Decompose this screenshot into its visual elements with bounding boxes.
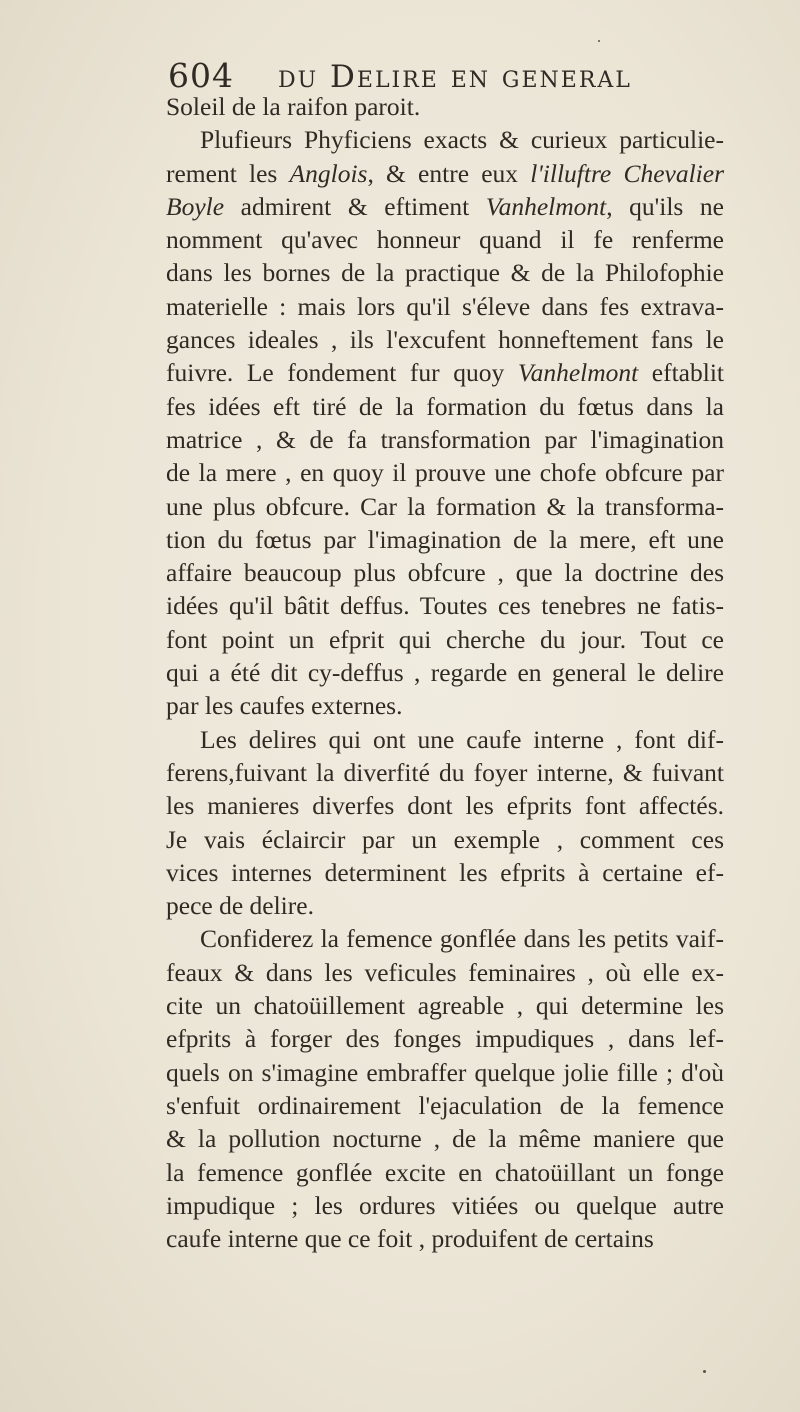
text-line (166, 1156, 724, 1189)
text-segment: Plufieurs Phyficiens exacts & curieux particulie- (200, 125, 724, 155)
text-segment: caufe interne que ce foit , produifent de certains (166, 1224, 654, 1254)
text-line (166, 1122, 724, 1155)
text-segment: Vanhelmont (517, 358, 639, 388)
text-line (166, 922, 724, 955)
page-number: 604 (168, 56, 234, 95)
text-segment: fuivre. Le fondement fur quoy (166, 358, 518, 388)
text-line (166, 1089, 724, 1122)
paragraph (166, 723, 724, 923)
text-line (166, 423, 724, 456)
text-segment: & la pollution nocturne , de la même maniere que (166, 1124, 724, 1154)
text-line (166, 656, 724, 689)
paragraph (166, 922, 724, 1255)
text-line (166, 756, 724, 789)
text-segment: la femence gonflée excite en chatoüillant un fonge (166, 1157, 724, 1187)
text-line (166, 989, 724, 1022)
text-segment: impudique ; les ordures vitiées ou quelque autre (166, 1190, 724, 1220)
text-segment: de la mere , en quoy il prouve une chofe obfcure par (166, 458, 724, 488)
text-line (166, 390, 724, 423)
text-line (166, 356, 724, 389)
text-line (166, 157, 724, 190)
paragraph (166, 90, 724, 123)
text-line (166, 256, 724, 289)
text-segment: materielle : mais lors qu'il s'éleve dans fes extrava- (166, 291, 724, 321)
text-line (166, 490, 724, 523)
text-segment: s'enfuit ordinairement l'ejaculation de la femence (166, 1090, 724, 1120)
text-line (166, 556, 724, 589)
text-segment: admirent & eftiment (224, 191, 486, 221)
ink-speck (598, 40, 600, 42)
text-segment: les manieres diverfes dont les efprits font affectés. (166, 791, 724, 821)
text-segment: affaire beaucoup plus obfcure , que la doctrine des (166, 558, 724, 588)
text-line (166, 123, 724, 156)
text-line (166, 90, 724, 123)
text-segment: idées qu'il bâtit deffus. Toutes ces tenebres ne fatis- (166, 591, 724, 621)
text-segment: Vanhelmont (485, 191, 607, 221)
text-segment: efprits à forger des fonges impudiques , dans lef- (166, 1024, 724, 1054)
body-text (166, 90, 724, 1255)
text-line (166, 856, 724, 889)
paragraph (166, 123, 724, 722)
text-line (166, 1222, 724, 1255)
text-segment: font point un efprit qui cherche du jour. Tout ce (166, 624, 724, 654)
text-line (166, 956, 724, 989)
text-segment: quels on s'imagine embraffer quelque jolie fille ; d'où (166, 1057, 724, 1087)
text-line (166, 1022, 724, 1055)
text-segment: cite un chatoüillement agreable , qui determine les (166, 991, 724, 1021)
text-line (166, 789, 724, 822)
text-segment: pece de delire. (166, 891, 314, 921)
text-line (166, 456, 724, 489)
text-segment: Je vais éclaircir par un exemple , comment ces (166, 824, 724, 854)
text-segment: Les delires qui ont une caufe interne , font dif- (200, 724, 724, 754)
text-segment: tion du fœtus par l'imagination de la mere, eft une (166, 524, 724, 554)
text-segment: vices internes determinent les efprits à certaine ef- (166, 857, 724, 887)
text-segment: gances ideales , ils l'excufent honneftement fans le (166, 325, 724, 355)
text-line (166, 723, 724, 756)
text-line (166, 290, 724, 323)
text-line (166, 623, 724, 656)
ink-speck (703, 1370, 706, 1373)
text-segment: nomment qu'avec honneur quand il fe renferme (166, 225, 724, 255)
text-segment: par les caufes externes. (166, 691, 403, 721)
text-segment: Anglois (289, 158, 368, 188)
text-segment: rement les (166, 158, 290, 188)
text-line (166, 523, 724, 556)
text-segment: l'illuftre Chevalier (530, 158, 724, 188)
text-line (166, 323, 724, 356)
text-line (166, 889, 724, 922)
running-title: du Delire en general (278, 59, 632, 95)
text-line (166, 1056, 724, 1089)
text-line (166, 689, 724, 722)
text-line (166, 823, 724, 856)
text-segment: Confiderez la femence gonflée dans les petits vaif- (200, 924, 724, 954)
text-segment: qui a été dit cy-deffus , regarde en general le delire (166, 658, 724, 688)
text-line (166, 190, 724, 223)
text-segment: une plus obfcure. Car la formation & la transforma- (166, 491, 724, 521)
text-segment: matrice , & de fa transformation par l'imagination (166, 424, 724, 454)
text-segment: ferens,fuivant la diverfité du foyer interne, & fuivant (166, 757, 724, 787)
text-segment: eftablit (638, 358, 725, 388)
text-line (166, 1189, 724, 1222)
text-segment: fes idées eft tiré de la formation du fœtus dans la (166, 391, 724, 421)
text-line (166, 223, 724, 256)
text-line (166, 589, 724, 622)
text-segment: , & entre eux (367, 158, 531, 188)
text-segment: feaux & dans les veficules feminaires , où elle ex- (166, 957, 724, 987)
text-segment: Boyle (166, 191, 225, 221)
text-segment: Soleil de la raifon paroit. (166, 92, 421, 121)
text-segment: dans les bornes de la practique & de la Philofophie (166, 258, 724, 288)
text-segment: , qu'ils ne (606, 191, 725, 221)
